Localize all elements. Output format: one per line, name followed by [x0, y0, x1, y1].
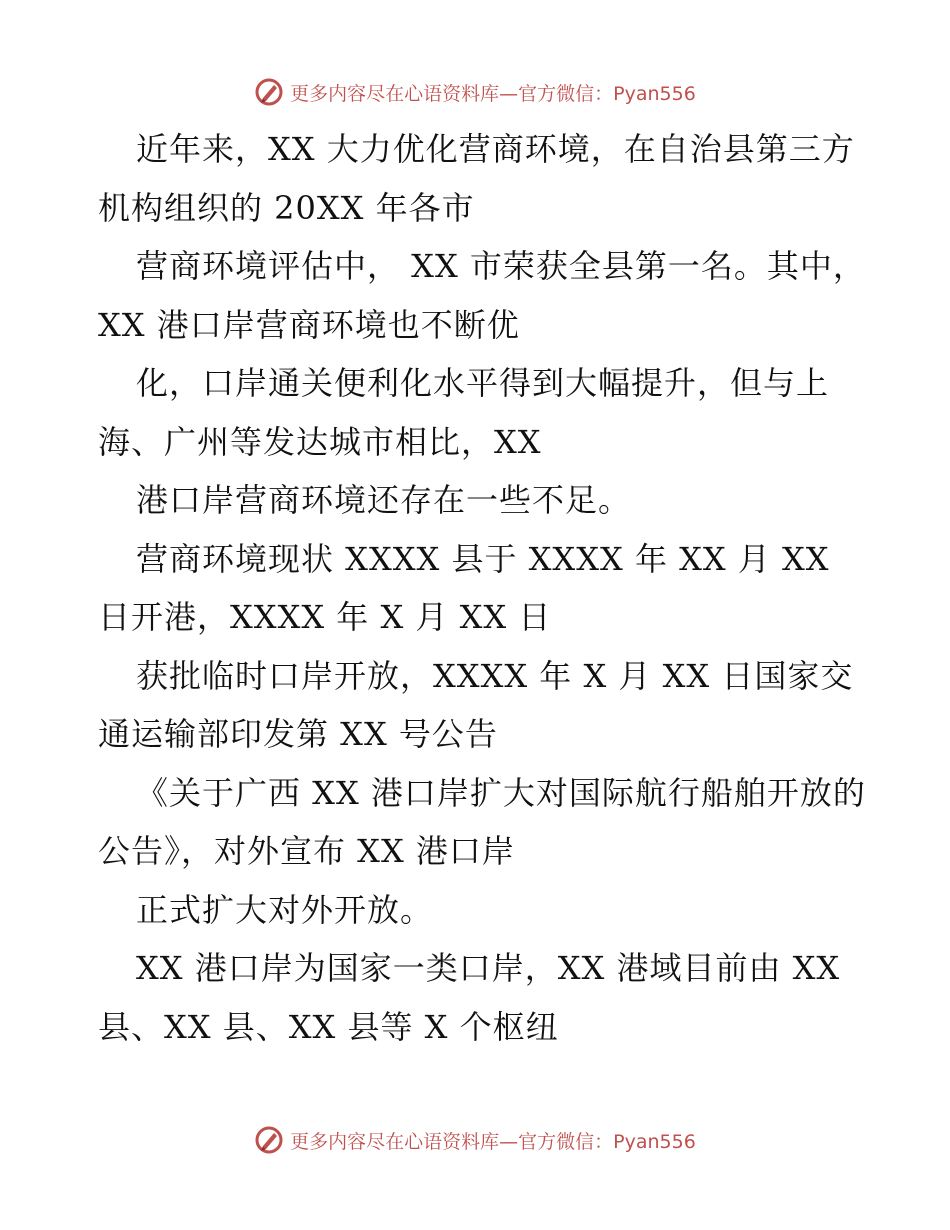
- paragraph: 《关于广西 XX 港口岸扩大对国际航行船舶开放的公告》，对外宣布 XX 港口岸: [98, 773, 866, 870]
- paragraph: 营商环境现状 XXXX 县于 XXXX 年 XX 月 XX 日开港，XXXX 年 X 月 XX 日: [98, 539, 830, 636]
- header-watermark-banner: [0, 72, 950, 112]
- paragraph: 化，口岸通关便利化水平得到大幅提升，但与上海、广州等发达城市相比，XX: [98, 364, 830, 461]
- document-body: [98, 120, 868, 1056]
- paragraph: 营商环境评估中， XX 市荣获全县第一名。其中，XX 港口岸营商环境也不断优: [98, 247, 866, 344]
- header-watermark-text: 更多内容尽在心语资料库—官方微信：Pyan556: [290, 82, 696, 105]
- paragraph: 近年来，XX 大力优化营商环境，在自治县第三方机构组织的 20XX 年各市: [98, 130, 855, 227]
- paragraph: 获批临时口岸开放，XXXX 年 X 月 XX 日国家交通运输部印发第 XX 号公告: [98, 656, 854, 753]
- footer-watermark-text: 更多内容尽在心语资料库—官方微信：Pyan556: [290, 1130, 696, 1153]
- pen-circle-logo-icon: [254, 1125, 284, 1155]
- paragraph: XX 港口岸为国家一类口岸，XX 港域目前由 XX 县、XX 县、XX 县等 X 个枢纽: [98, 949, 841, 1046]
- pen-circle-logo-icon: [254, 77, 284, 107]
- paragraph: 正式扩大对外开放。: [136, 890, 434, 929]
- footer-watermark-banner: [0, 1120, 950, 1160]
- paragraph: 港口岸营商环境还存在一些不足。: [136, 481, 632, 519]
